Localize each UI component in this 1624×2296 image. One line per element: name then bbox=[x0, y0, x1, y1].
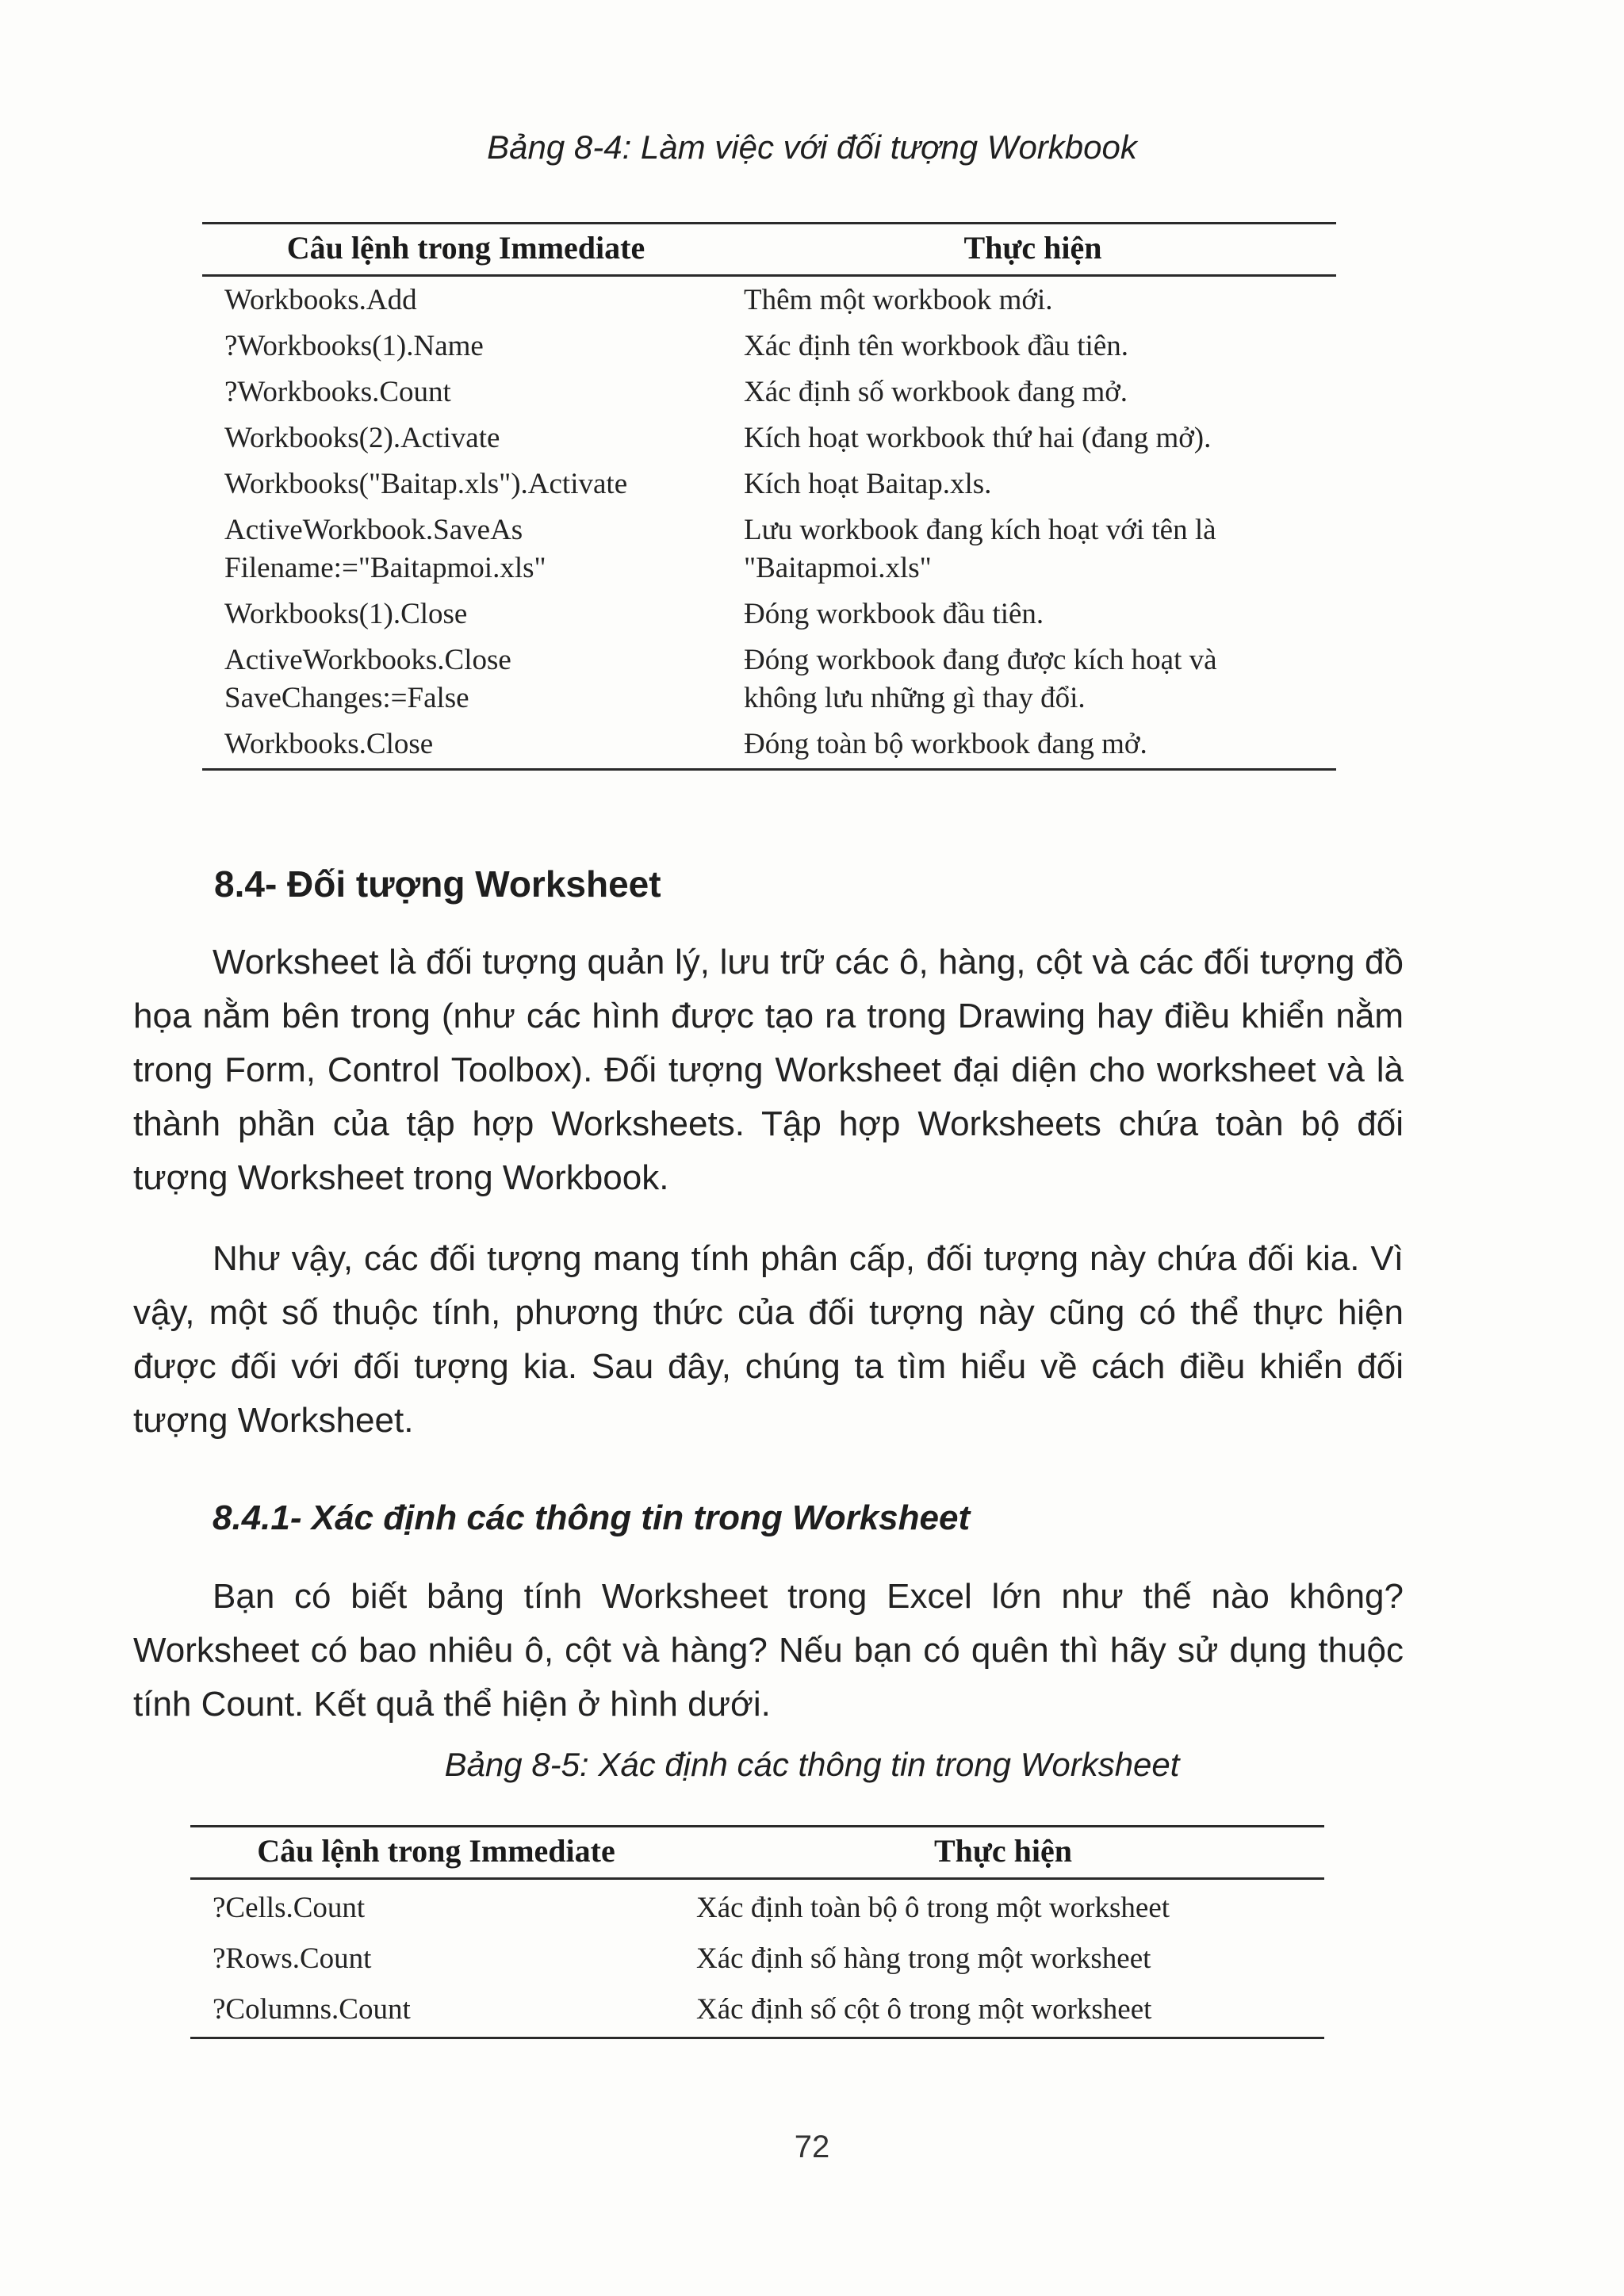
action-cell: Kích hoạt workbook thứ hai (đang mở). bbox=[744, 422, 1212, 454]
subsection-heading: 8.4.1- Xác định các thông tin trong Worksheet bbox=[213, 1498, 971, 1537]
section-paragraph-2: Như vậy, các đối tượng mang tính phân cấp, đối tượng này chứa đối kia. Vì vậy, một số thuộc tính, phương thức của đối tượng này cũng có thể thực hiện được đối với đối tượng kia. Sau đây, chúng ta tìm hiểu về cách điều khiển đối tượng Worksheet. bbox=[133, 1239, 1404, 1440]
command-cell: ?Workbooks.Count bbox=[224, 376, 451, 408]
table-row bbox=[190, 1978, 1324, 2038]
table2-header-command: Câu lệnh trong Immediate bbox=[257, 1833, 615, 1869]
action-cell: Đóng toàn bộ workbook đang mở. bbox=[744, 728, 1147, 760]
action-cell: Đóng workbook đầu tiên. bbox=[744, 598, 1044, 630]
command-cell: Workbooks.Add bbox=[224, 284, 417, 316]
command-cell: ?Columns.Count bbox=[213, 1993, 411, 2026]
page-number: 72 bbox=[794, 2130, 830, 2164]
command-cell: Workbooks(2).Activate bbox=[224, 422, 500, 454]
command-cell: ActiveWorkbooks.Close SaveChanges:=False bbox=[224, 644, 511, 714]
table-row bbox=[190, 1879, 1324, 1928]
table-row bbox=[202, 633, 1336, 718]
table1-header-action: Thực hiện bbox=[963, 230, 1102, 266]
command-cell: ?Rows.Count bbox=[213, 1942, 372, 1975]
subsection-paragraph: Bạn có biết bảng tính Worksheet trong Excel lớn như thế nào không? Worksheet có bao nhiêu ô, cột và hàng? Nếu bạn có quên thì hãy sử dụng thuộc tính Count. Kết quả thể hiện ở hình dưới. bbox=[133, 1577, 1404, 1724]
table-row bbox=[202, 365, 1336, 411]
table-row bbox=[202, 411, 1336, 457]
table-row bbox=[202, 503, 1336, 587]
action-cell: Đóng workbook đang được kích hoạt và không lưu những gì thay đổi. bbox=[744, 644, 1217, 714]
action-cell: Xác định số cột ô trong một worksheet bbox=[696, 1993, 1152, 2026]
action-cell: Kích hoạt Baitap.xls. bbox=[744, 468, 992, 500]
table-row bbox=[202, 457, 1336, 503]
command-cell: Workbooks("Baitap.xls").Activate bbox=[224, 468, 628, 500]
action-cell: Xác định số hàng trong một worksheet bbox=[696, 1942, 1151, 1975]
table2-header-action: Thực hiện bbox=[933, 1833, 1073, 1869]
section-heading: 8.4- Đối tượng Worksheet bbox=[214, 863, 661, 905]
table2 bbox=[190, 1825, 1324, 2039]
action-cell: Xác định tên workbook đầu tiên. bbox=[744, 330, 1128, 362]
command-cell: Workbooks.Close bbox=[224, 728, 434, 760]
table1 bbox=[202, 222, 1336, 771]
table2-body bbox=[190, 1879, 1324, 2038]
command-cell: ?Cells.Count bbox=[213, 1892, 366, 1924]
command-cell: ?Workbooks(1).Name bbox=[224, 330, 484, 362]
table1-caption: Bảng 8-4: Làm việc với đối tượng Workbook bbox=[487, 128, 1137, 166]
action-cell: Xác định số workbook đang mở. bbox=[744, 376, 1128, 408]
table1-body bbox=[202, 276, 1336, 770]
table-row bbox=[202, 320, 1336, 365]
table-row bbox=[202, 276, 1336, 320]
command-cell: ActiveWorkbook.SaveAs Filename:="Baitapmoi.xls" bbox=[224, 514, 546, 584]
table1-header-command: Câu lệnh trong Immediate bbox=[286, 230, 645, 266]
table-row bbox=[202, 587, 1336, 633]
table2-caption: Bảng 8-5: Xác định các thông tin trong Worksheet bbox=[444, 1746, 1180, 1783]
table-row bbox=[190, 1927, 1324, 1978]
action-cell: Lưu workbook đang kích hoạt với tên là "Baitapmoi.xls" bbox=[744, 514, 1216, 584]
section-paragraph-1: Worksheet là đối tượng quản lý, lưu trữ các ô, hàng, cột và các đối tượng đồ họa nằm bên trong (như các hình được tạo ra trong Drawing hay điều khiển nằm trong Form, Control Toolbox). Đối tượng Worksheet đại diện cho worksheet và là thành phần của tập hợp Worksheets. Tập hợp Worksheets chứa toàn bộ đối tượng Worksheet trong Workbook. bbox=[133, 943, 1404, 1197]
action-cell: Xác định toàn bộ ô trong một worksheet bbox=[696, 1892, 1170, 1924]
action-cell: Thêm một workbook mới. bbox=[744, 284, 1053, 316]
command-cell: Workbooks(1).Close bbox=[224, 598, 468, 630]
table-row bbox=[202, 718, 1336, 770]
